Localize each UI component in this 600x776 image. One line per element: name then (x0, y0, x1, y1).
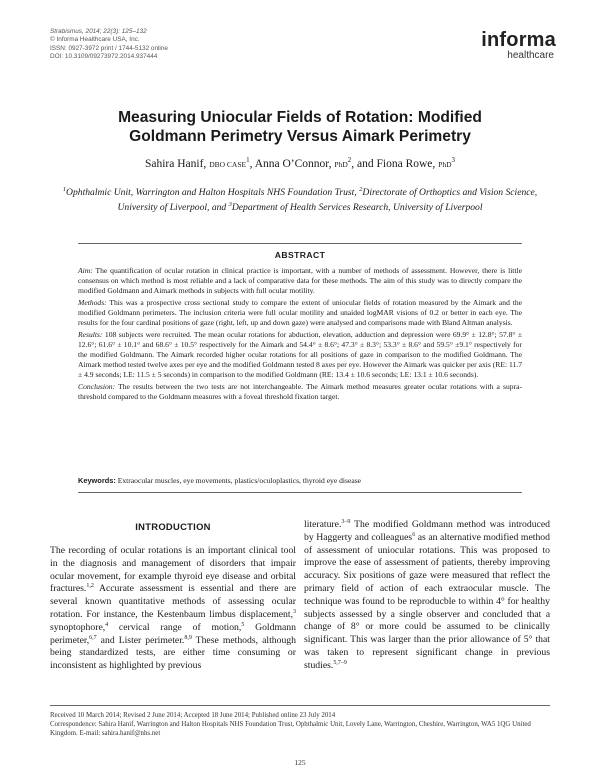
publisher-logo (481, 30, 556, 61)
doi-link[interactable]: DOI: 10.3109/09273972.2014.937444 (50, 52, 158, 60)
abstract-conclusion-text: The results between the two tests are not interchangeable. The Aimark method measures greater ocular rotations with a supra-threshold compared to the Goldmann measures with a foveal threshold fixation target. (78, 381, 522, 401)
abstract-heading: ABSTRACT (274, 250, 326, 260)
author-affiliation-mark: 2 (347, 156, 352, 164)
copyright-line: © Informa Healthcare USA, Inc. (50, 36, 140, 44)
introduction-left-column (50, 545, 296, 673)
author-degree: PhD (438, 159, 452, 169)
citation-mark: 6,7 (89, 634, 97, 641)
abstract-top-rule (78, 243, 522, 244)
author-name: Anna O’Connor, (254, 157, 332, 170)
page-number: 125 (294, 758, 306, 767)
author-list (40, 156, 560, 170)
article-title-line-1: Measuring Uniocular Fields of Rotation: Modified (118, 109, 482, 126)
author-affiliation-mark: 1 (246, 156, 250, 164)
affiliation-text: Ophthalmic Unit, Warrington and Halton Hospitals NHS Foundation Trust, (66, 187, 360, 199)
citation-mark: 5 (241, 621, 245, 628)
affiliation-mark: 3 (228, 201, 232, 209)
author-separator: , and (351, 157, 377, 170)
citation-mark: 6 (412, 531, 416, 538)
publisher-logo-name: informa (481, 29, 556, 51)
abstract-aim-label: Aim: (78, 266, 93, 275)
abstract-results-text: 108 subjects were recruited. The mean ocular rotations for abduction, elevation, adduction and depression were 69.9° ± 12.8°; 57.8° ± 12.6°; 61.6° ± 10.1° and 68.6° ± 10.5° respectively for the Aimark and 54.4° ± 8.6°; 47.3° ± 8.3°; 53.3° ± 8.6° and 59.5° ±9.1° respectively for the modified Goldmann. The Aimark recorded higher ocular rotations for all positions of gaze in comparison to the modified Goldmann. The Aimark method tested twelve axes per eye and the modified Goldmann tested 8 axes per eye. However the Aimark was quicker per axis (RE: 11.7 ± 4.9 seconds; LE: 11.5 ± 5 seconds) in comparison to the modified Goldmann (RE: 13.4 ± 10.6 seconds; LE: 13.1 ± 10.6 seconds). (78, 329, 522, 379)
abstract-conclusion-label: Conclusion: (78, 381, 116, 391)
abstract-conclusion (78, 382, 522, 402)
author-name: Sahira Hanif, (144, 157, 207, 170)
affiliation-text: Directorate of Orthoptics and Vision Science, University of Liverpool, and (117, 187, 538, 214)
affiliation-mark: 2 (359, 186, 363, 193)
body-text: The recording of ocular rotations is an important clinical tool in the diagnosis and management of disorders that impair ocular movement, for example thyroid eye disease and orbital fractures. (50, 545, 296, 595)
journal-meta (50, 28, 168, 61)
abstract-methods (78, 298, 522, 328)
body-text: Goldmann perimeter, (50, 621, 296, 646)
journal-citation: Strabismus, 2014; 22(3): 125–132 (50, 28, 147, 35)
author-degree: PhD (334, 159, 348, 169)
body-text: These methods, although being standardized tests, are either time consuming or inconsistent as highlighted by previous (50, 634, 296, 672)
citation-mark: 4 (105, 621, 109, 628)
body-text: cervical range of motion, (108, 621, 242, 633)
citation-mark: 8,9 (184, 634, 192, 641)
body-text: The modified Goldmann method was introduced by Haggerty and colleagues (304, 519, 550, 543)
correspondence: Correspondence: Sahira Hanif, Warrington and Halton Hospitals NHS Foundation Trust, Ophthalmic Unit, Lovely Lane, Warrington, Cheshire, Warrington, WA5 1QG United Kingdom. E-mail: sahira.hanif@nhs.net (50, 721, 531, 738)
introduction-right-column (304, 519, 550, 673)
citation-mark: 3–9 (341, 518, 351, 525)
issn-line: ISSN: 0927-3972 print / 1744-5132 online (50, 44, 168, 52)
abstract-methods-text: This was a prospective cross sectional study to compare the extent of uniocular fields of rotation measured by the Aimark and the modified Goldmann perimeters. The inclusion criteria were full ocular motility and unaided logMAR visions of 0.2 or better in each eye. The results for the four cardinal positions of gaze (right, left, up and down gaze) were analysed and comparisons made with Bland Altman analysis. (78, 297, 522, 327)
affiliation-mark: 1 (62, 186, 67, 193)
abstract-body (78, 266, 522, 403)
article-history: Received 10 March 2014; Revised 2 June 2014; Accepted 18 June 2014; Published online 23 July 2014 (50, 712, 336, 719)
citation-mark: 1,2 (86, 583, 94, 590)
abstract-results (78, 330, 522, 380)
body-text: as an alternative modified method of assessment of uniocular rotations. This was proposed to improve the ease of assessment of patients, thereby improving accuracy. Six positions of gaze were measured that reflect the primary field of action of each extraocular muscle. The technique was found to be reproducble to within 4° for healthy subjects assessed by a single observer and concluded that a change of 8° or more could be assumed to be clinically significant. This was larger than the prior allowance of 5° that was taken to represent significant change in previous studies. (304, 531, 550, 671)
author-name: Fiona Rowe, (376, 157, 436, 170)
author-affiliation-mark: 3 (451, 156, 455, 164)
body-text: literature. (304, 519, 342, 530)
keywords (78, 476, 522, 486)
abstract-bottom-rule (78, 492, 522, 493)
introduction-heading: INTRODUCTION (135, 521, 211, 532)
article-title (40, 108, 560, 146)
footnote-rule (50, 705, 550, 706)
author-degree: DBO CASE (209, 159, 247, 169)
body-text: and Lister perimeter. (96, 634, 185, 646)
keywords-label: Keywords: (78, 476, 116, 485)
abstract-methods-label: Methods: (78, 297, 107, 307)
author-separator: , (249, 157, 255, 170)
publisher-logo-sub: healthcare (507, 50, 554, 61)
keywords-text: Extraocular muscles, eye movements, plastics/oculoplastics, thyroid eye disease (117, 476, 362, 485)
article-title-line-2: Goldmann Perimetry Versus Aimark Perimetry (129, 128, 471, 145)
affiliation-text: Department of Health Services Research, University of Liverpool (231, 202, 483, 214)
body-text: synoptophore, (50, 621, 106, 633)
footnotes (50, 711, 550, 739)
body-text: Accurate assessment is essential and there are several known quantitative methods of assessing ocular rotation. For instance, the Kestenbaum limbus displacement, (50, 583, 296, 620)
citation-mark: 5,7–9 (333, 659, 347, 666)
abstract-aim-text: The quantification of ocular rotation in clinical practice is important, with a number of methods of assessment. However, there is little consensus on which method is most reliable and a lack of comparative data for these methods. The aim of this study was to directly compare the modified Goldmann and Aimark methods in subjects with full ocular motility. (78, 266, 522, 296)
affiliations (50, 184, 550, 214)
abstract-results-label: Results: (78, 329, 103, 339)
citation-mark: 3 (293, 608, 296, 615)
abstract-aim (78, 266, 522, 296)
